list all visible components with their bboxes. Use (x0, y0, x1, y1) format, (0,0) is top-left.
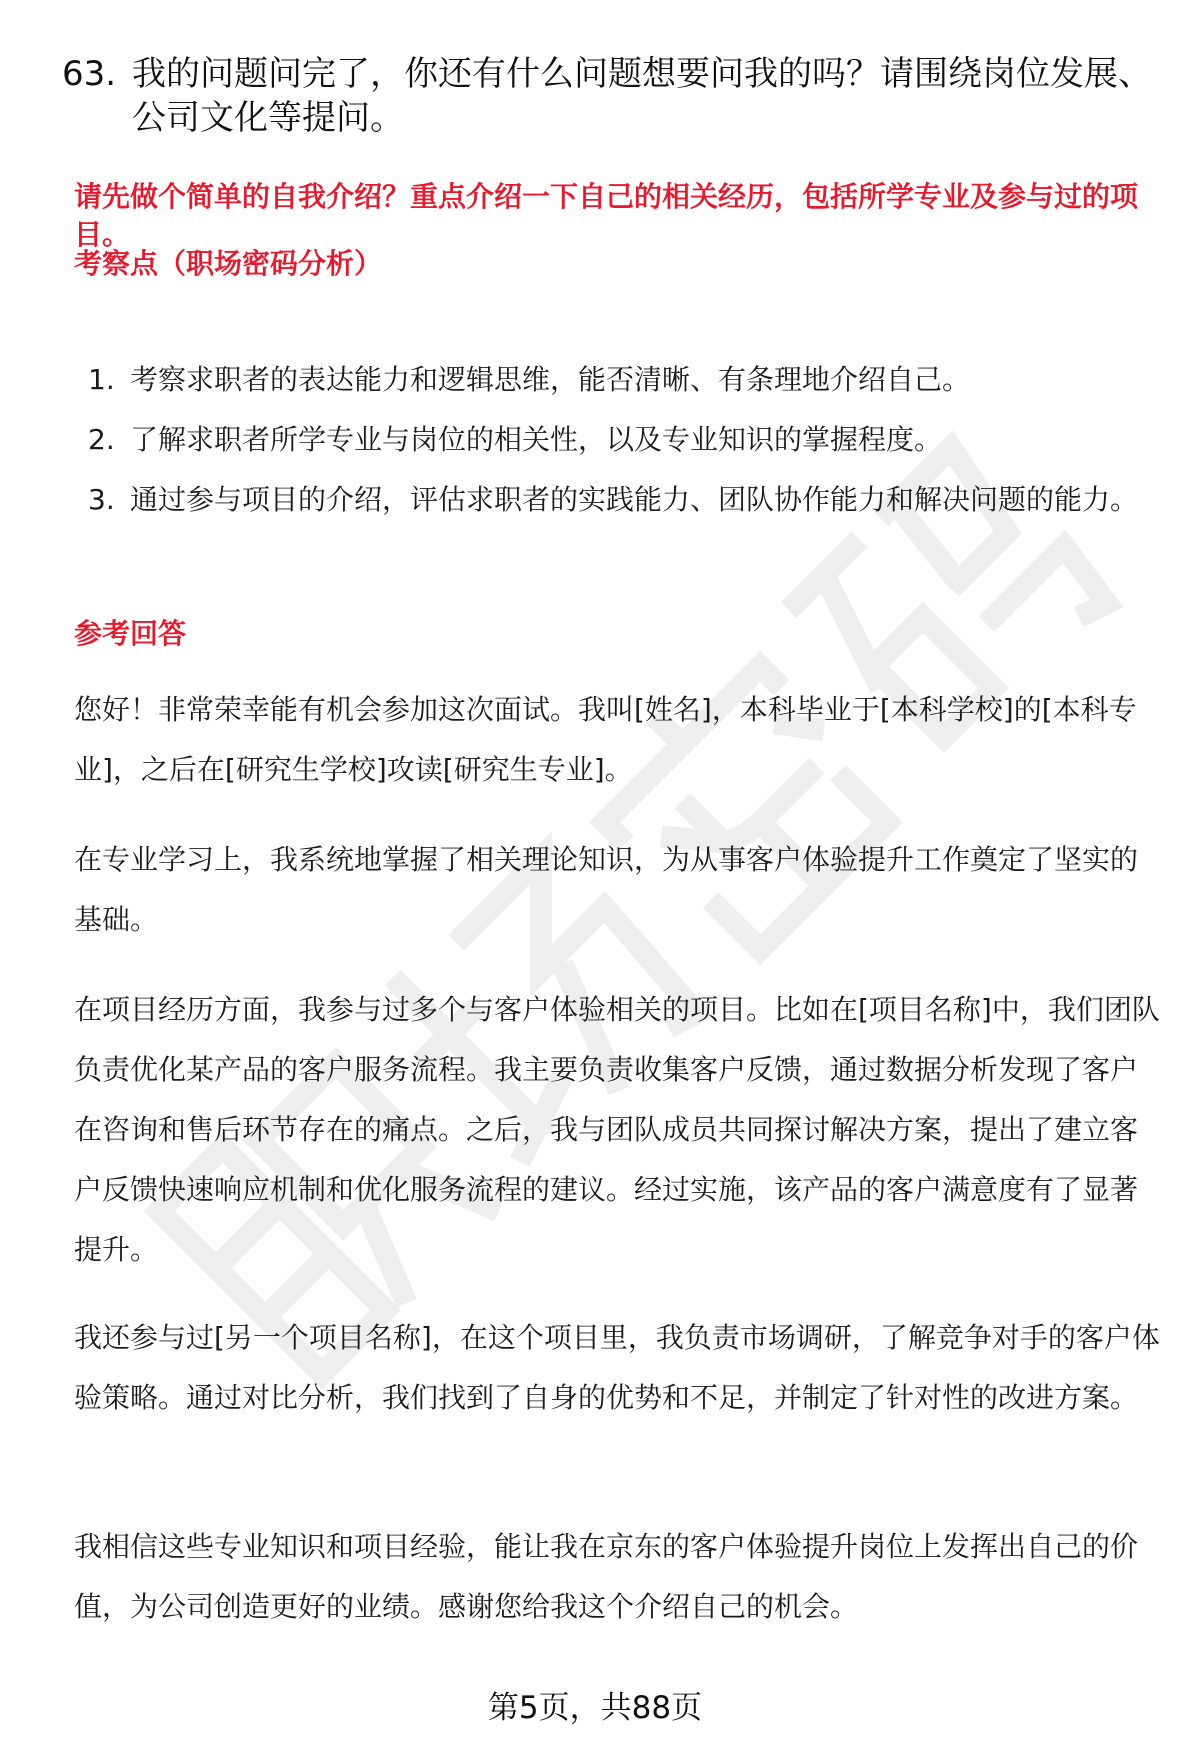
list-item (74, 410, 1164, 470)
list-item (74, 350, 1164, 410)
question-text: 我的问题问完了，你还有什么问题想要问我的吗？请围绕岗位发展、公司文化等提问。 (132, 54, 1152, 138)
reference-title: 参考回答 (74, 617, 187, 650)
answer-paragraph: 我还参与过[另一个项目名称]，在这个项目里，我负责市场调研，了解竞争对手的客户体验策略。通过对比分析，我们找到了自身的优势和不足，并制定了针对性的改进方案。 (74, 1321, 1160, 1414)
page-footer: 第5页，共88页 (487, 1690, 703, 1726)
list-item-text: 通过参与项目的介绍，评估求职者的实践能力、团队协作能力和解决问题的能力。 (130, 483, 1139, 516)
list-item-text: 考察求职者的表达能力和逻辑思维，能否清晰、有条理地介绍自己。 (130, 363, 971, 396)
question-heading (62, 52, 1152, 140)
list-item-index: 1. (88, 363, 115, 396)
question-number: 63. (62, 54, 117, 94)
list-item-text: 了解求职者所学专业与岗位的相关性，以及专业知识的掌握程度。 (130, 423, 943, 456)
answer-paragraph: 在专业学习上，我系统地掌握了相关理论知识，为从事客户体验提升工作奠定了坚实的基础。 (74, 843, 1139, 936)
list-item-index: 3. (88, 483, 115, 516)
list-item (74, 470, 1164, 530)
assessment-title: 考察点（职场密码分析） (74, 247, 383, 280)
list-item-index: 2. (88, 423, 115, 456)
answer-paragraph: 在项目经历方面，我参与过多个与客户体验相关的项目。比如在[项目名称]中，我们团队负责优化某产品的客户服务流程。我主要负责收集客户反馈，通过数据分析发现了客户在咨询和售后环节存在的痛点。之后，我与团队成员共同探讨解决方案，提出了建立客户反馈快速响应机制和优化服务流程的建议。经过实施，该产品的客户满意度有了显著提升。 (74, 993, 1160, 1266)
answer-paragraph: 您好！非常荣幸能有机会参加这次面试。我叫[姓名]，本科毕业于[本科学校]的[本科专业]，之后在[研究生学校]攻读[研究生专业]。 (74, 693, 1137, 786)
assessment-list (74, 350, 1164, 530)
intro-question: 请先做个简单的自我介绍？重点介绍一下自己的相关经历，包括所学专业及参与过的项目。 (74, 180, 1139, 251)
answer-paragraph: 我相信这些专业知识和项目经验，能让我在京东的客户体验提升岗位上发挥出自己的价值，为公司创造更好的业绩。感谢您给我这个介绍自己的机会。 (74, 1530, 1139, 1623)
